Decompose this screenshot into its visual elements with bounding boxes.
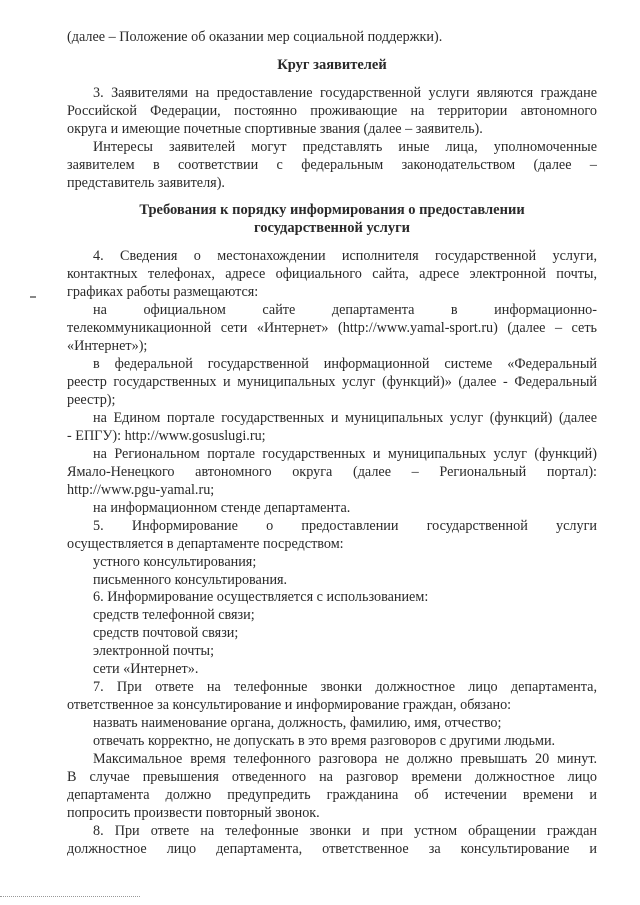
text-line: 4. Сведения о местонахождении исполнителя государственной услуги, [93,248,597,264]
text-line: Интересы заявителей могут представлять иные лица, уполномоченные [93,139,597,155]
text-line: графиках работы размещаются: [67,284,259,300]
text-line: заявителем в соответствии с федеральным законодательством (далее – [67,157,597,173]
text-line: сети «Интернет». [93,661,199,677]
text-line: - ЕПГУ): http://www.gosuslugi.ru; [67,428,266,444]
text-line: назвать наименование органа, должность, фамилию, имя, отчество; [93,715,502,731]
text-line: округа и имеющие почетные спортивные звания (далее – заявитель). [67,121,483,137]
text-line: должностное лицо департамента, ответственное за консультирование и [67,841,597,857]
text-line: В случае превышения отведенного на разговор времени должностное лицо [67,769,597,785]
text-line: ответственное за консультирование и информирование граждан, обязано: [67,697,512,713]
footer-rule [0,896,140,897]
text-line: средств телефонной связи; [93,607,255,623]
text-line: 6. Информирование осуществляется с использованием: [93,589,429,605]
text-line: 7. При ответе на телефонные звонки должностное лицо департамента, [93,679,597,695]
section-heading-informing: Требования к порядку информирования о предоставлении [139,202,525,218]
text-line: телекоммуникационной сети «Интернет» (http://www.yamal-sport.ru) (далее – сеть [67,320,597,336]
text-line: электронной почты; [93,643,215,659]
text-line: на Региональном портале государственных и муниципальных услуг (функций) [93,446,597,462]
text-line: 8. При ответе на телефонные звонки и при устном обращении граждан [93,823,597,839]
margin-mark [30,296,36,298]
text-line: http://www.pgu-yamal.ru; [67,482,215,498]
text-line: Российской Федерации, постоянно проживающие на территории автономного [67,103,597,119]
text-line: (далее – Положение об оказании мер социальной поддержки). [67,29,443,45]
text-line: департамента должно предупредить гражданина об истечении времени и [67,787,597,803]
text-line: отвечать корректно, не допускать в это время разговоров с другими людьми. [93,733,556,749]
text-line: средств почтовой связи; [93,625,239,641]
text-line: Ямало-Ненецкого автономного округа (далее – Региональный портал): [67,464,597,480]
text-line: 3. Заявителями на предоставление государственной услуги являются граждане [93,85,597,101]
text-line: представитель заявителя). [67,175,225,191]
text-line: письменного консультирования. [93,572,288,588]
text-line: реестр государственных и муниципальных услуг (функций)» (далее - Федеральный [67,374,597,390]
text-line: попросить произвести повторный звонок. [67,805,320,821]
text-line: 5. Информирование о предоставлении государственной услуги [93,518,597,534]
section-heading-applicants: Круг заявителей [277,57,387,73]
text-line: на информационном стенде департамента. [93,500,351,516]
text-line: Максимальное время телефонного разговора не должно превышать 20 минут. [93,751,597,767]
section-heading-informing-cont: государственной услуги [253,220,411,236]
text-line: «Интернет»); [67,338,148,354]
text-line: устного консультирования; [93,554,257,570]
text-line: на официальном сайте департамента в информационно- [93,302,597,318]
text-line: в федеральной государственной информационной системе «Федеральный [93,356,597,372]
text-line: реестр); [67,392,116,408]
text-line: осуществляется в департаменте посредством: [67,536,344,552]
text-line: на Едином портале государственных и муниципальных услуг (функций) (далее [93,410,597,426]
text-line: контактных телефонах, адресе официального сайта, адресе электронной почты, [67,266,597,282]
